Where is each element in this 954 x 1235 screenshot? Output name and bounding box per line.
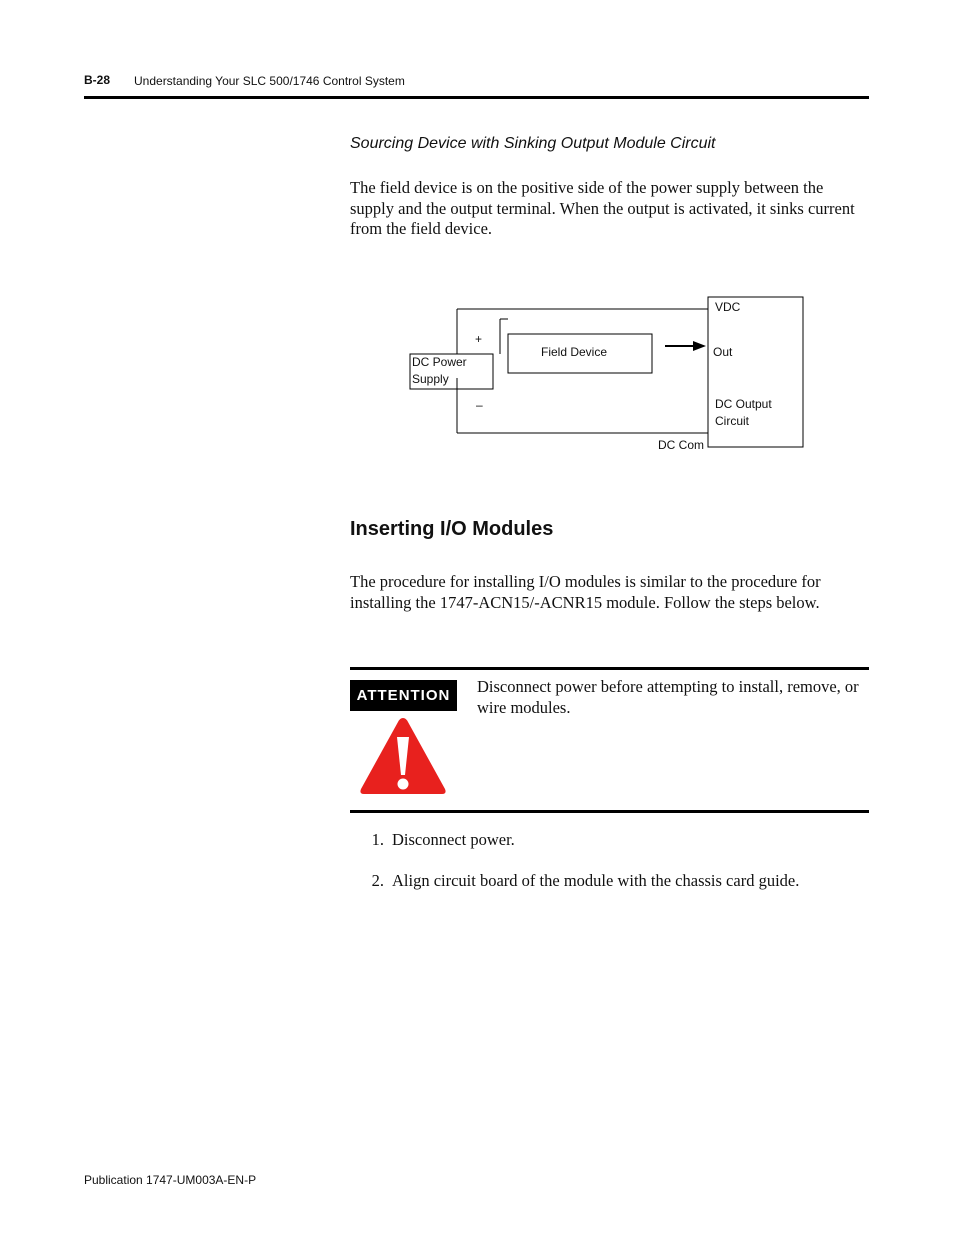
circuit-diagram [400, 290, 810, 460]
running-header-title: Understanding Your SLC 500/1746 Control System [134, 74, 405, 88]
warning-triangle-icon [358, 715, 448, 797]
figure-caption: Sourcing Device with Sinking Output Module Circuit [350, 135, 716, 152]
step-number: 1. [371, 830, 384, 849]
attention-bottom-rule [350, 810, 869, 813]
label-vdc: VDC [715, 300, 741, 314]
attention-top-rule [350, 667, 869, 670]
label-out: Out [713, 345, 733, 359]
attention-text: Disconnect power before attempting to install, remove, or wire modules. [477, 677, 859, 717]
label-dc-power: DC Power [412, 355, 467, 369]
label-plus: + [475, 332, 483, 346]
label-minus: – [476, 398, 483, 412]
label-dc-com: DC Com [658, 438, 705, 452]
current-arrow-head [693, 341, 706, 351]
page-number: B-28 [84, 73, 111, 87]
section-heading: Inserting I/O Modules [350, 518, 554, 540]
header-rule [84, 96, 869, 99]
label-circuit: Circuit [715, 414, 750, 428]
intro-paragraph: The field device is on the positive side of the power supply between the supply and the output terminal. When the output is activated, it sinks current from the field device. [350, 178, 855, 238]
label-dc-output: DC Output [715, 397, 772, 411]
label-field-device: Field Device [541, 345, 608, 359]
step-number: 2. [371, 871, 384, 890]
attention-label: ATTENTION [350, 680, 457, 711]
section-paragraph: The procedure for installing I/O modules is similar to the procedure for installing the 1747-ACN15/-ACNR15 module. Follow the steps below. [350, 572, 821, 612]
step-text: Disconnect power. [392, 830, 515, 849]
step-text: Align circuit board of the module with the chassis card guide. [392, 871, 800, 890]
label-supply: Supply [412, 372, 449, 386]
publication-footer: Publication 1747-UM003A-EN-P [84, 1173, 257, 1187]
